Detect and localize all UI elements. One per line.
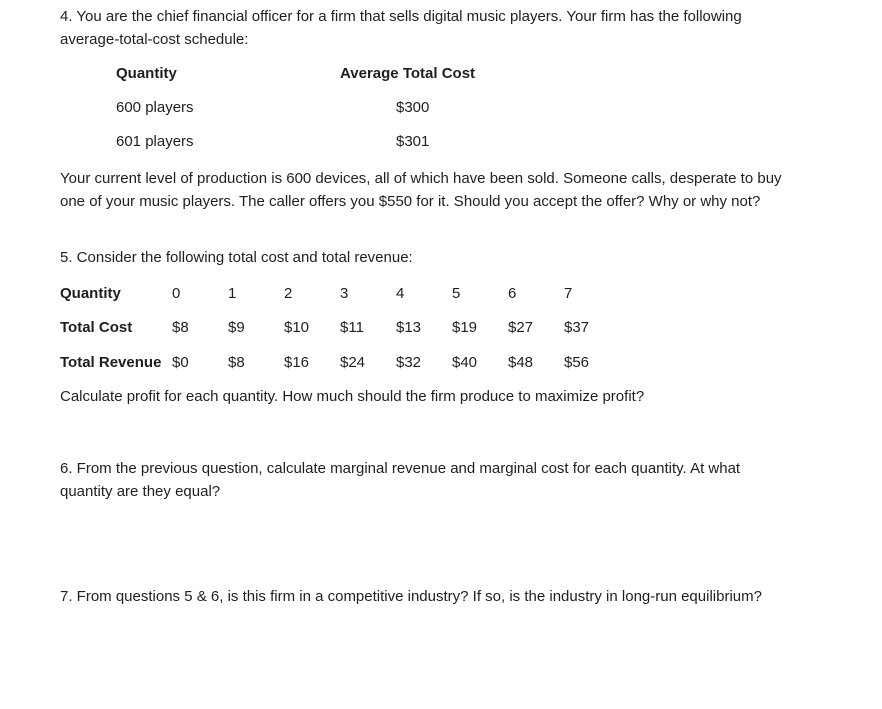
atc-row-cost: $300 <box>396 99 430 116</box>
total-revenue-cell: $56 <box>564 354 590 371</box>
total-revenue-cell: $32 <box>396 354 422 371</box>
question-6-text: 6. From the previous question, calculate marginal revenue and marginal cost for each quantity. At what quantity are they equal? <box>60 460 741 500</box>
total-cost-cell: $11 <box>340 319 364 336</box>
total-cost-cell: $37 <box>564 319 590 336</box>
total-cost-cell: $19 <box>452 319 478 336</box>
total-cost-row-label: Total Cost <box>60 319 133 336</box>
total-revenue-cell: $40 <box>452 354 478 371</box>
total-cost-cell: $10 <box>284 319 310 336</box>
atc-header-average-total-cost: Average Total Cost <box>340 65 476 82</box>
atc-row-cost: $301 <box>396 133 430 150</box>
quantity-cell: 1 <box>228 285 237 302</box>
total-revenue-cell: $48 <box>508 354 534 371</box>
question-5-text: 5. Consider the following total cost and total revenue: <box>60 249 413 266</box>
quantity-row-label: Quantity <box>60 285 121 302</box>
total-cost-cell: $27 <box>508 319 534 336</box>
total-cost-cell: $13 <box>396 319 422 336</box>
total-revenue-cell: $8 <box>228 354 245 371</box>
question-5-followup: Calculate profit for each quantity. How much should the firm produce to maximize profit? <box>60 388 645 405</box>
atc-row-quantity: 600 players <box>116 99 194 116</box>
total-revenue-cell: $16 <box>284 354 310 371</box>
quantity-cell: 5 <box>452 285 461 302</box>
total-revenue-cell: $0 <box>172 354 189 371</box>
atc-header-quantity: Quantity <box>116 65 177 82</box>
question-4-followup: Your current level of production is 600 devices, all of which have been sold. Someone calls, desperate to buy one of your music players. The caller offers you $550 for it. Should you accept the offer? Why or why not? <box>60 170 782 210</box>
total-cost-cell: $8 <box>172 319 189 336</box>
total-revenue-row-label: Total Revenue <box>60 354 162 371</box>
question-4-text: 4. You are the chief financial officer for a firm that sells digital music players. Your firm has the following average-total-cost schedule: <box>60 8 742 48</box>
question-7-text: 7. From questions 5 & 6, is this firm in a competitive industry? If so, is the industry in long-run equilibrium? <box>60 588 762 605</box>
total-cost-cell: $9 <box>228 319 245 336</box>
atc-row-quantity: 601 players <box>116 133 194 150</box>
quantity-cell: 3 <box>340 285 349 302</box>
quantity-cell: 0 <box>172 285 181 302</box>
quantity-cell: 2 <box>284 285 293 302</box>
quantity-cell: 4 <box>396 285 405 302</box>
quantity-cell: 7 <box>564 285 573 302</box>
quantity-cell: 6 <box>508 285 517 302</box>
total-revenue-cell: $24 <box>340 354 366 371</box>
